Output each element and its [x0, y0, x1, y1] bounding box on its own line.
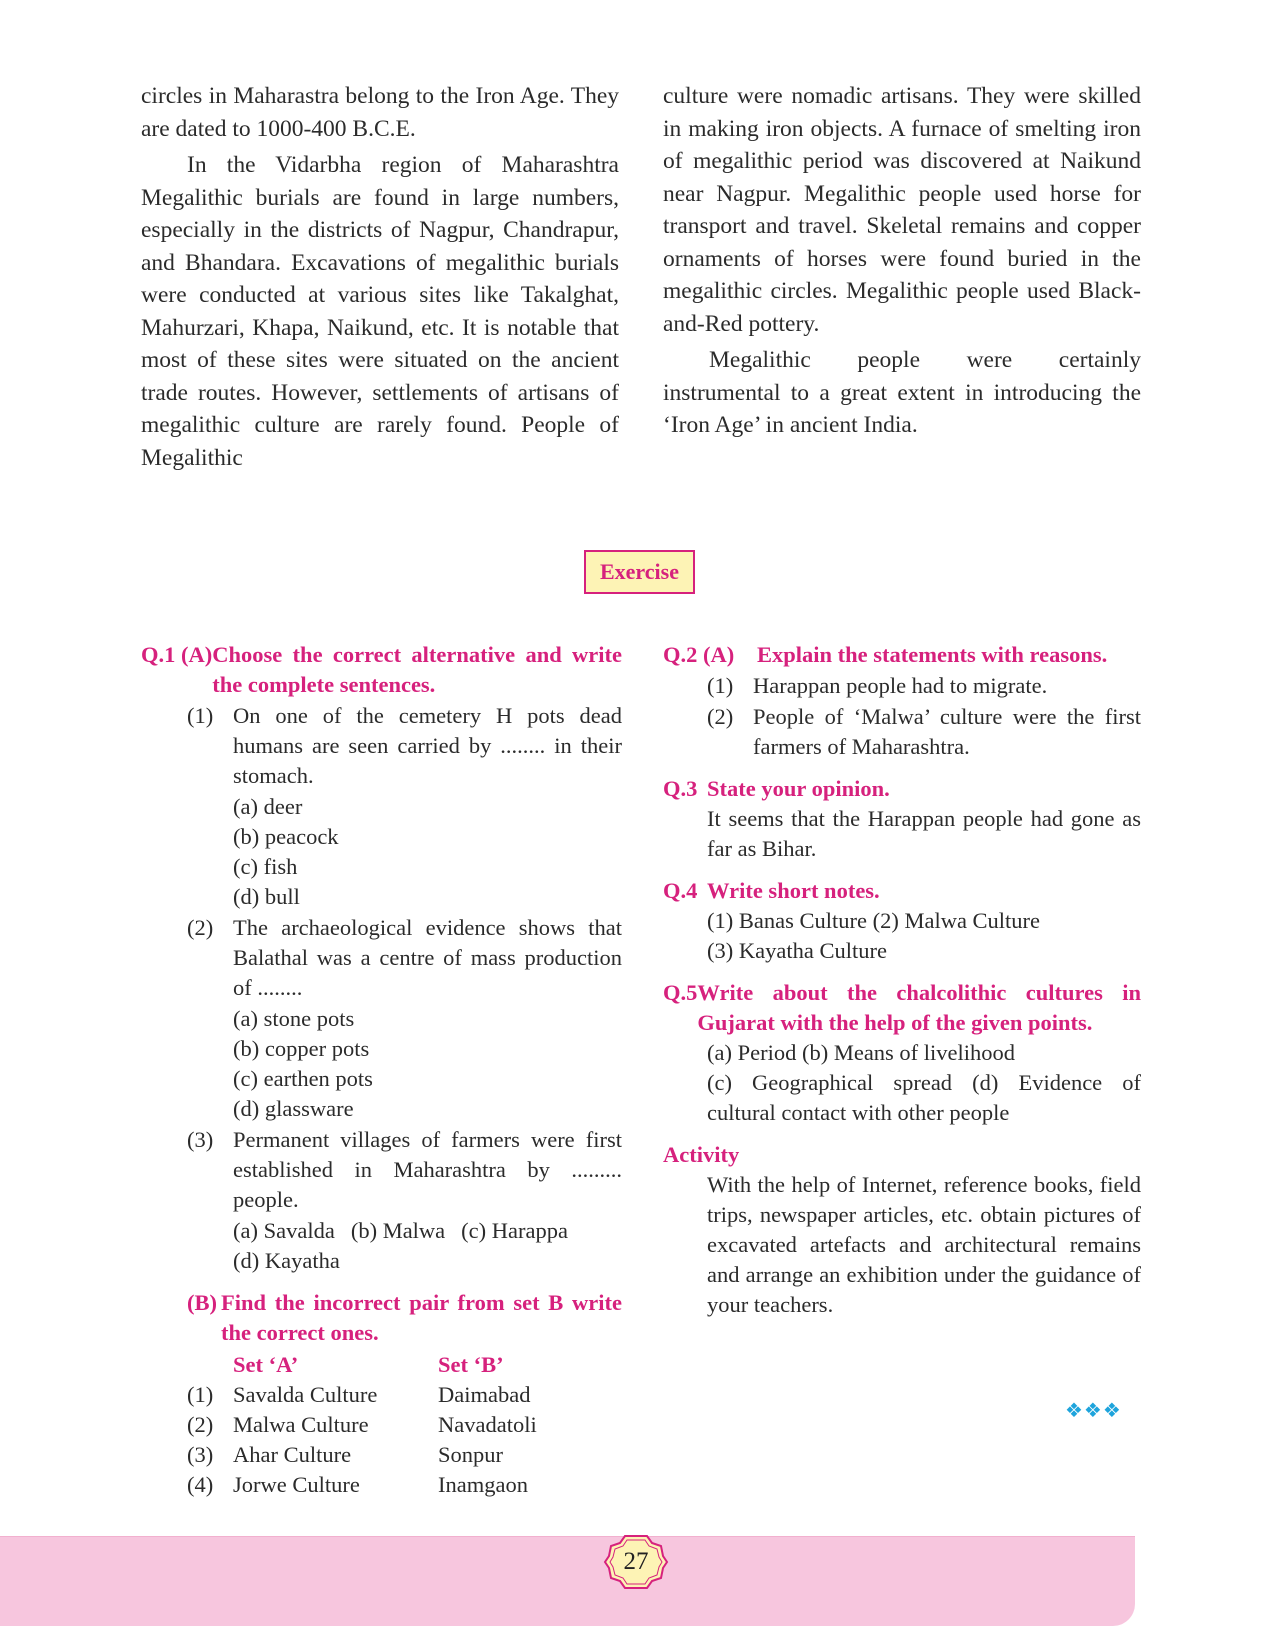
question-label: Q.4	[663, 878, 698, 903]
question-label: Q.1 (A)	[141, 642, 213, 667]
table-row	[187, 1440, 622, 1470]
question-text: Write short notes.	[707, 878, 880, 903]
option: (b) copper pots	[233, 1036, 370, 1061]
right-text-column	[663, 80, 1141, 442]
set-b-cell: Sonpur	[438, 1442, 504, 1467]
set-b-header: Set ‘B’	[438, 1352, 504, 1377]
footer-band	[0, 1536, 1135, 1626]
set-a-header: Set ‘A’	[233, 1352, 299, 1377]
list-item	[707, 671, 1141, 701]
paragraph: In the Vidarbha region of Maharashtra Megalithic burials are found in large numbers, especially in the districts of Nagpur, Chandrapur, and Bhandara. Excavations of megalithic burials were conducted at various sites like Takalghat, Mahurzari, Khapa, Naikund, etc. It is notable that most of these sites were situated on the ancient trade routes. However, settlements of artisans of megalithic culture are rarely found. People of Megalithic	[141, 152, 619, 471]
question-heading	[663, 978, 1141, 1038]
item-number: (1)	[707, 673, 734, 698]
set-b-cell: Daimabad	[438, 1382, 531, 1407]
item-text: People of ‘Malwa’ culture were the first farmers of Maharashtra.	[753, 704, 1141, 759]
option: (c) earthen pots	[233, 1066, 373, 1091]
question-label: Q.3	[663, 776, 698, 801]
option: (c) fish	[233, 854, 298, 879]
question-text: Write about the chalcolithic cultures in Gujarat with the help of the given points.	[697, 980, 1141, 1035]
item-number: (2)	[707, 704, 734, 729]
notes-line: (3) Kayatha Culture	[707, 938, 887, 963]
question-heading	[663, 876, 1141, 906]
list-item	[187, 1125, 622, 1215]
list-item	[707, 702, 1141, 762]
question-label: Q.5	[663, 980, 698, 1005]
question-text: Explain the statements with reasons.	[757, 642, 1108, 667]
option: (c) Harappa	[461, 1218, 568, 1243]
table-header	[187, 1350, 622, 1380]
page-number: 27	[623, 1548, 649, 1575]
list-item	[187, 913, 622, 1003]
item-number: (3)	[187, 1127, 214, 1152]
left-text-column	[141, 80, 619, 474]
answer-text: It seems that the Harappan people had gone as far as Bihar.	[707, 806, 1141, 861]
set-a-cell: Jorwe Culture	[233, 1472, 360, 1497]
question-label: (B)	[187, 1290, 217, 1315]
exercise-heading: Exercise	[584, 550, 695, 594]
question-heading	[663, 774, 1141, 804]
option: (a) stone pots	[233, 1006, 355, 1031]
paragraph: Megalithic people were certainly instrumental to a great extent in introducing the ‘Iron Age’ in ancient India.	[663, 347, 1141, 438]
options-list	[233, 1216, 622, 1276]
set-a-cell: Ahar Culture	[233, 1442, 352, 1467]
item-number: (1)	[187, 703, 214, 728]
item-text: On one of the cemetery H pots dead humans are seen carried by ........ in their stomach.	[233, 703, 622, 788]
row-number: (1)	[187, 1382, 214, 1407]
question-text: State your opinion.	[707, 776, 890, 801]
question-items	[187, 701, 622, 1276]
question-heading	[187, 1288, 622, 1348]
paragraph: culture were nomadic artisans. They were skilled in making iron objects. A furnace of smelting iron of megalithic period was discovered at Naikund near Nagpur. Megalithic people used horse for transport and travel. Skeletal remains and copper ornaments of horses were found buried in the megalithic circles. Megalithic people used Black-and-Red pottery.	[663, 83, 1141, 337]
exercise-left-column	[141, 640, 622, 1500]
paragraph: circles in Maharastra belong to the Iron Age. They are dated to 1000-400 B.C.E.	[141, 83, 619, 142]
table-row	[187, 1410, 622, 1440]
row-number: (2)	[187, 1412, 214, 1437]
item-text: Permanent villages of farmers were first established in Maharashtra by ......... people.	[233, 1127, 622, 1212]
question-items	[707, 671, 1141, 762]
option: (a) Savalda	[233, 1218, 335, 1243]
question-text: Choose the correct alternative and write the complete sentences.	[212, 642, 622, 697]
option: (d) bull	[233, 884, 300, 909]
question-label: Q.2 (A)	[663, 642, 735, 667]
item-number: (2)	[187, 915, 214, 940]
exercise-right-column	[663, 640, 1141, 1320]
row-number: (4)	[187, 1472, 214, 1497]
set-a-cell: Malwa Culture	[233, 1412, 369, 1437]
points-line: (a) Period (b) Means of livelihood	[707, 1040, 1016, 1065]
question-text: Find the incorrect pair from set B write the correct ones.	[221, 1290, 622, 1345]
notes-line: (1) Banas Culture (2) Malwa Culture	[707, 908, 1041, 933]
question-heading	[663, 640, 1141, 670]
options-list	[233, 792, 622, 912]
set-a-cell: Savalda Culture	[233, 1382, 378, 1407]
item-text: The archaeological evidence shows that Balathal was a centre of mass production of ........	[233, 915, 622, 1000]
question-heading	[141, 640, 622, 700]
set-b-cell: Navadatoli	[438, 1412, 537, 1437]
end-ornament-icon: ❖❖❖	[1065, 1400, 1122, 1422]
row-number: (3)	[187, 1442, 214, 1467]
option: (b) peacock	[233, 824, 339, 849]
options-list	[233, 1004, 622, 1124]
option: (b) Malwa	[350, 1218, 446, 1243]
activity-text: With the help of Internet, reference books, field trips, newspaper articles, etc. obtain pictures of excavated artefacts and architectural remains and arrange an exhibition under the guidance of your teachers.	[707, 1172, 1141, 1317]
matching-table	[187, 1350, 622, 1500]
list-item	[187, 701, 622, 791]
page-number-badge	[603, 1530, 669, 1594]
footer-divider	[0, 1536, 1135, 1537]
option: (a) deer	[233, 794, 303, 819]
table-row	[187, 1380, 622, 1410]
table-row	[187, 1470, 622, 1500]
option: (d) Kayatha	[233, 1248, 340, 1273]
activity-title: Activity	[663, 1142, 740, 1167]
activity-heading	[663, 1140, 1141, 1170]
option: (d) glassware	[233, 1096, 354, 1121]
points-line: (c) Geographical spread (d) Evidence of cultural contact with other people	[707, 1070, 1141, 1125]
set-b-cell: Inamgaon	[438, 1472, 528, 1497]
item-text: Harappan people had to migrate.	[753, 673, 1048, 698]
